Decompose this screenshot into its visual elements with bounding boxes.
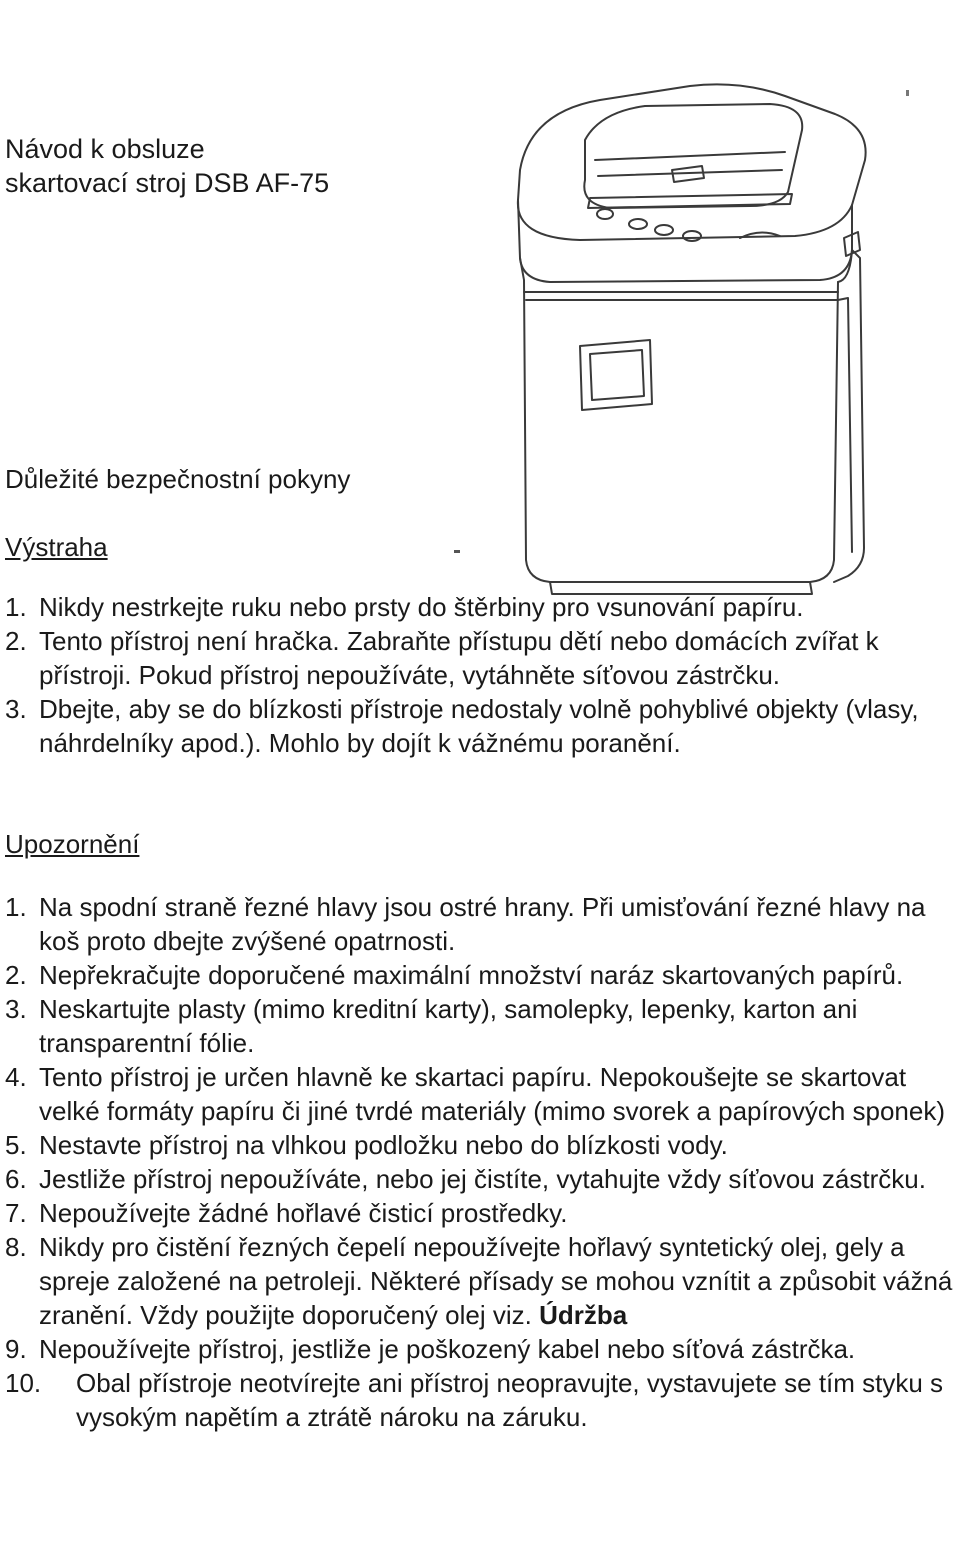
item-number: 9.	[5, 1334, 27, 1364]
caution-heading: Upozornění	[5, 829, 140, 859]
item-number: 2.	[5, 960, 27, 990]
item-number: 1.	[5, 592, 27, 622]
item-number: 7.	[5, 1198, 27, 1228]
list-item	[5, 1162, 955, 1196]
item-text: Nepoužívejte žádné hořlavé čisticí prostředky.	[39, 1198, 568, 1228]
item-number: 10.	[5, 1368, 42, 1398]
list-item	[5, 890, 955, 958]
item-text: Nikdy nestrkejte ruku nebo prsty do štěrbiny pro vsunování papíru.	[39, 592, 804, 622]
list-item	[5, 958, 955, 992]
item-text: Nepoužívejte přístroj, jestliže je poškozený kabel nebo síťová zástrčka.	[39, 1334, 856, 1364]
item-number: 6.	[5, 1164, 27, 1194]
item-number: 3.	[5, 694, 27, 724]
item-number: 3.	[5, 994, 27, 1024]
item-text: Neskartujte plasty (mimo kreditní karty), samolepky, lepenky, karton ani transparentní fólie.	[39, 994, 858, 1058]
caution-list	[5, 890, 955, 1434]
item-number: 8.	[5, 1232, 27, 1262]
item-text: Nepřekračujte doporučené maximální množství naráz skartovaných papírů.	[39, 960, 904, 990]
title-line-2: skartovací stroj DSB AF-75	[5, 168, 330, 198]
item-text: Dbejte, aby se do blízkosti přístroje nedostaly volně pohyblivé objekty (vlasy, náhrdelníky apod.). Mohlo by dojít k vážnému poranění.	[39, 694, 919, 758]
list-item	[5, 1196, 955, 1230]
list-item	[5, 992, 955, 1060]
item-text	[39, 1230, 955, 1332]
list-item	[5, 1230, 955, 1332]
item-number: 5.	[5, 1130, 27, 1160]
list-item	[5, 1332, 955, 1366]
document-title	[5, 132, 329, 200]
item-text: Nestavte přístroj na vlhkou podložku nebo do blízkosti vody.	[39, 1130, 728, 1160]
item-number: 1.	[5, 892, 27, 922]
item-text-main: Nikdy pro čistění řezných čepelí nepoužívejte hořlavý syntetický olej, gely a spreje založené na petroleji. Některé přísady se mohou vznítit a způsobit vážná zranění. Vždy použijte doporučený olej viz.	[39, 1232, 953, 1330]
list-item	[5, 692, 955, 760]
list-item	[5, 1128, 955, 1162]
safety-heading: Důležité bezpečnostní pokyny	[5, 464, 351, 494]
list-item	[5, 624, 955, 692]
list-item	[5, 1060, 955, 1128]
shredder-illustration	[440, 0, 960, 640]
warning-heading: Výstraha	[5, 532, 108, 562]
item-text: Obal přístroje neotvírejte ani přístroj neopravujte, vystavujete se tím styku s vysokým napětím a ztrátě nároku na záruku.	[76, 1368, 944, 1432]
item-text: Tento přístroj je určen hlavně ke skartaci papíru. Nepokoušejte se skartovat velké formáty papíru či jiné tvrdé materiály (mimo svorek a papírových sponek)	[39, 1062, 946, 1126]
warning-list	[5, 590, 955, 760]
maintenance-reference: Údržba	[539, 1300, 628, 1330]
title-line-1: Návod k obsluze	[5, 134, 205, 164]
item-text: Jestliže přístroj nepoužíváte, nebo jej čistíte, vytahujte vždy síťovou zástrčku.	[39, 1164, 926, 1194]
list-item	[5, 590, 955, 624]
list-item	[5, 1366, 955, 1434]
item-text: Na spodní straně řezné hlavy jsou ostré hrany. Při umisťování řezné hlavy na koš proto dbejte zvýšené opatrnosti.	[39, 892, 926, 956]
item-text: Tento přístroj není hračka. Zabraňte přístupu dětí nebo domácích zvířat k přístroji. Pokud přístroj nepoužíváte, vytáhněte síťovou zástrčku.	[39, 626, 879, 690]
item-number: 4.	[5, 1062, 27, 1092]
item-number: 2.	[5, 626, 27, 656]
